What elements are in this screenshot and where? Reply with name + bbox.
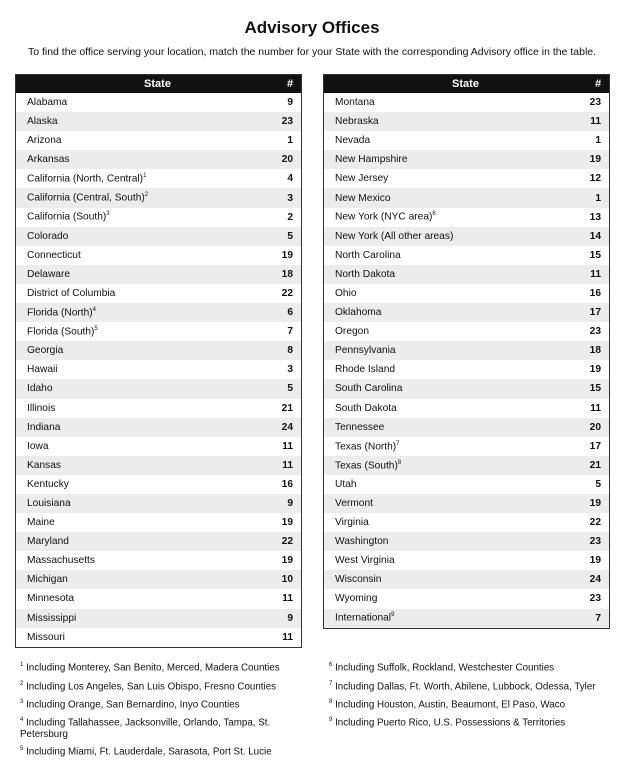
table-row [324, 150, 609, 169]
office-number: 22 [281, 536, 293, 548]
office-number: 11 [282, 631, 293, 643]
state-name [16, 97, 267, 108]
state-name [16, 422, 267, 433]
state-name [324, 97, 575, 108]
table-row [324, 379, 609, 398]
state-name [324, 403, 575, 414]
state-label: Kansas [27, 459, 61, 471]
office-number: 11 [282, 459, 293, 471]
table-row [16, 150, 301, 169]
footnote-number: 4 [20, 717, 24, 723]
state-label: Virginia [335, 517, 369, 529]
state-name [324, 517, 575, 528]
footnote [329, 696, 619, 711]
state-label: New York (NYC area) [335, 211, 433, 223]
footnote-text: Including Suffolk, Rockland, Westchester Counties [332, 662, 555, 674]
table-row [16, 284, 301, 303]
state-name [16, 498, 267, 509]
office-number: 22 [281, 287, 293, 299]
state-name [16, 383, 267, 394]
state-name [324, 460, 575, 471]
table-row [16, 570, 301, 589]
office-number: 5 [595, 478, 601, 490]
table-row [324, 93, 609, 112]
state-label: Mississippi [27, 612, 77, 624]
footnote-marker: 6 [432, 211, 436, 218]
table-row [16, 551, 301, 570]
office-number: 11 [590, 402, 601, 414]
table-row [324, 322, 609, 341]
state-label: Texas (North) [335, 440, 397, 452]
office-number: 21 [281, 402, 293, 414]
state-label: Idaho [27, 383, 53, 395]
footnote-text: Including Monterey, San Benito, Merced, Madera Counties [23, 662, 280, 674]
office-number: 5 [287, 383, 293, 395]
state-label: Massachusetts [27, 555, 95, 567]
state-name [324, 116, 575, 127]
state-label: Arkansas [27, 154, 70, 166]
state-label: New Hampshire [335, 154, 408, 166]
footnote-text: Including Miami, Ft. Lauderdale, Sarasota, Port St. Lucie [23, 746, 272, 758]
state-name [324, 345, 575, 356]
footnote-marker: 7 [396, 440, 400, 447]
office-number: 4 [287, 173, 293, 185]
state-name [16, 154, 267, 165]
state-name [16, 326, 267, 337]
state-name [16, 250, 267, 261]
table-body [324, 93, 609, 628]
state-label: Oregon [335, 326, 369, 338]
office-number: 19 [281, 249, 293, 261]
table-row [324, 227, 609, 246]
table-row [324, 418, 609, 437]
footnote-number: 6 [329, 662, 333, 668]
table-row [16, 341, 301, 360]
page-title: Advisory Offices [244, 18, 380, 37]
table-row [16, 93, 301, 112]
office-number: 3 [287, 192, 293, 204]
table-row [16, 418, 301, 437]
office-number: 22 [589, 517, 601, 529]
office-number: 16 [589, 287, 601, 299]
office-number: 17 [589, 440, 601, 452]
office-number: 1 [287, 135, 293, 147]
state-name [324, 498, 575, 509]
table-row [16, 227, 301, 246]
state-name [324, 250, 575, 261]
state-name [16, 288, 267, 299]
state-name [16, 211, 267, 222]
table-row [324, 551, 609, 570]
footnote-number: 8 [329, 699, 333, 705]
office-number: 1 [595, 192, 601, 204]
footnote-text: Including Tallahassee, Jacksonville, Orlando, Tampa, St. Petersburg [20, 717, 271, 741]
state-label: Hawaii [27, 364, 58, 376]
office-number: 12 [589, 173, 601, 185]
state-label: Indiana [27, 421, 61, 433]
office-number: 3 [287, 364, 293, 376]
table-row [16, 131, 301, 150]
state-label: California (South) [27, 211, 107, 223]
state-label: Arizona [27, 135, 62, 147]
table-row [16, 589, 301, 608]
state-label: Delaware [27, 268, 71, 280]
table-row [324, 188, 609, 207]
table-header [324, 75, 609, 93]
state-label: Florida (South) [27, 326, 95, 338]
office-number: 19 [589, 498, 601, 510]
state-name [324, 288, 575, 299]
table-row [16, 437, 301, 456]
footnote-marker: 5 [94, 325, 98, 332]
table-row [324, 284, 609, 303]
state-name [16, 345, 267, 356]
table-row [16, 399, 301, 418]
state-name [16, 135, 267, 146]
state-label: Texas (South) [335, 460, 398, 472]
state-label: Michigan [27, 574, 68, 586]
state-name [16, 192, 267, 203]
state-column-header: State [144, 78, 171, 90]
table-row [324, 360, 609, 379]
table-row [324, 399, 609, 418]
state-label: New York (All other areas) [335, 230, 454, 242]
number-column-header: # [286, 78, 294, 90]
state-label: North Carolina [335, 249, 401, 261]
number-column-header: # [594, 78, 602, 90]
state-label: Washington [335, 536, 389, 548]
table-row [324, 303, 609, 322]
table-row [16, 265, 301, 284]
footnote [20, 678, 310, 693]
state-name [324, 536, 575, 547]
footnote-marker: 9 [391, 612, 395, 619]
state-column-header: State [452, 78, 479, 90]
table-row [16, 379, 301, 398]
state-label: Missouri [27, 631, 65, 643]
table-row [324, 513, 609, 532]
table-row [16, 628, 301, 647]
state-name [16, 231, 267, 242]
footnote-marker: 2 [144, 192, 149, 199]
state-label: South Carolina [335, 383, 403, 395]
state-label: Illinois [27, 402, 56, 414]
office-number: 21 [589, 459, 601, 471]
footnote [20, 743, 310, 758]
table-row [324, 131, 609, 150]
state-label: Nevada [335, 135, 371, 147]
footnote-number: 5 [20, 746, 24, 752]
state-label: Kentucky [27, 478, 69, 490]
state-name [324, 154, 575, 165]
table-row [324, 456, 609, 475]
office-number: 24 [281, 421, 293, 433]
office-number: 17 [589, 307, 601, 319]
table-row [16, 609, 301, 628]
state-name [16, 269, 267, 280]
state-label: Alaska [27, 116, 58, 128]
state-name [324, 383, 575, 394]
state-label: New Mexico [335, 192, 391, 204]
footnote-number: 2 [20, 681, 24, 687]
state-label: Wisconsin [335, 574, 382, 586]
office-number: 9 [287, 498, 293, 510]
state-name [324, 135, 575, 146]
state-name [16, 574, 267, 585]
office-number: 8 [287, 345, 293, 357]
footnote-number: 1 [20, 662, 24, 668]
state-label: South Dakota [335, 402, 397, 414]
state-name [324, 211, 575, 222]
state-name [324, 479, 575, 490]
state-name [324, 422, 575, 433]
state-label: Florida (North) [27, 307, 93, 319]
office-number: 23 [281, 116, 293, 128]
state-label: District of Columbia [27, 287, 116, 299]
office-number: 20 [281, 154, 293, 166]
state-label: Wyoming [335, 593, 378, 605]
state-label: Colorado [27, 230, 69, 242]
state-name [16, 632, 267, 643]
footnote-number: 7 [329, 681, 333, 687]
office-number: 6 [287, 307, 293, 319]
table-row [324, 437, 609, 456]
table-row [324, 532, 609, 551]
state-table-right [323, 74, 610, 629]
state-name [324, 574, 575, 585]
state-label: Alabama [27, 97, 68, 109]
state-label: Georgia [27, 345, 64, 357]
table-row [16, 303, 301, 322]
office-number: 9 [287, 612, 293, 624]
state-table-left [15, 74, 302, 648]
state-label: Tennessee [335, 421, 385, 433]
state-name [324, 231, 575, 242]
table-row [324, 475, 609, 494]
office-number: 14 [589, 230, 601, 242]
table-row [324, 341, 609, 360]
table-row [16, 208, 301, 227]
office-number: 16 [281, 478, 293, 490]
state-label: Iowa [27, 440, 49, 452]
state-name [16, 613, 267, 624]
footnote-marker: 8 [397, 459, 402, 466]
office-number: 11 [590, 116, 601, 128]
office-number: 19 [589, 555, 601, 567]
footnote-marker: 3 [106, 211, 110, 218]
table-row [324, 112, 609, 131]
state-name [16, 403, 267, 414]
footnote-text: Including Puerto Rico, U.S. Possessions & Territories [332, 717, 566, 729]
state-label: Nebraska [335, 116, 379, 128]
state-name [16, 307, 267, 318]
table-row [16, 169, 301, 188]
state-name [16, 479, 267, 490]
office-number: 19 [281, 555, 293, 567]
office-number: 7 [595, 612, 601, 624]
table-body [16, 93, 301, 647]
state-name [324, 555, 575, 566]
state-name [16, 441, 267, 452]
table-row [324, 265, 609, 284]
table-row [16, 112, 301, 131]
state-name [16, 536, 267, 547]
state-label: Montana [335, 97, 375, 109]
state-name [324, 593, 575, 604]
state-name [16, 173, 267, 184]
table-row [16, 188, 301, 207]
table-row [16, 475, 301, 494]
footnote-marker: 1 [143, 173, 147, 180]
office-number: 20 [589, 421, 601, 433]
state-label: Maine [27, 517, 55, 529]
footnote-number: 9 [329, 717, 333, 723]
footnote [20, 714, 310, 741]
office-number: 2 [287, 211, 293, 223]
state-label: Utah [335, 478, 357, 490]
state-name [16, 116, 267, 127]
office-number: 15 [589, 383, 601, 395]
state-name [16, 460, 267, 471]
table-row [324, 208, 609, 227]
office-number: 9 [287, 97, 293, 109]
state-label: Maryland [27, 536, 69, 548]
office-number: 10 [281, 574, 293, 586]
table-row [16, 532, 301, 551]
footnote [20, 696, 310, 711]
table-row [16, 456, 301, 475]
state-name [324, 612, 575, 623]
table-row [16, 246, 301, 265]
office-number: 23 [589, 593, 601, 605]
office-number: 19 [281, 517, 293, 529]
state-label: California (North, Central) [27, 173, 144, 185]
office-number: 11 [590, 268, 601, 280]
state-label: New Jersey [335, 173, 389, 185]
footnote-text: Including Los Angeles, San Luis Obispo, Fresno Counties [23, 681, 277, 693]
table-row [324, 169, 609, 188]
table-row [324, 246, 609, 265]
footnote [329, 678, 619, 693]
table-row [324, 589, 609, 608]
office-number: 18 [281, 268, 293, 280]
state-label: California (Central, South) [27, 192, 145, 204]
footnote-text: Including Houston, Austin, Beaumont, El Paso, Waco [332, 699, 566, 711]
table-row [16, 513, 301, 532]
office-number: 23 [589, 326, 601, 338]
state-name [16, 593, 267, 604]
office-number: 11 [282, 593, 293, 605]
office-number: 5 [287, 230, 293, 242]
state-label: Rhode Island [335, 364, 396, 376]
table-row [16, 494, 301, 513]
state-label: Connecticut [27, 249, 81, 261]
state-name [324, 364, 575, 375]
office-number: 11 [282, 440, 293, 452]
state-label: International [335, 612, 392, 624]
state-name [324, 193, 575, 204]
state-name [324, 441, 575, 452]
office-number: 24 [589, 574, 601, 586]
footnote [329, 659, 619, 674]
state-label: Ohio [335, 287, 357, 299]
footnote-number: 3 [20, 699, 24, 705]
office-number: 7 [287, 326, 293, 338]
table-row [16, 322, 301, 341]
state-label: West Virginia [335, 555, 395, 567]
page-subtitle: To find the office serving your location, match the number for your State with the corresponding Advisory office in the table. [27, 46, 597, 58]
state-label: Pennsylvania [335, 345, 396, 357]
state-name [16, 555, 267, 566]
state-name [324, 307, 575, 318]
footnote-marker: 4 [92, 306, 97, 313]
state-label: Minnesota [27, 593, 75, 605]
footnote [20, 659, 310, 674]
office-number: 18 [589, 345, 601, 357]
state-label: Oklahoma [335, 307, 382, 319]
table-row [16, 360, 301, 379]
state-name [16, 364, 267, 375]
footnote-text: Including Orange, San Bernardino, Inyo Counties [23, 699, 240, 711]
state-label: Vermont [335, 498, 373, 510]
state-name [324, 269, 575, 280]
office-number: 19 [589, 364, 601, 376]
footnote [329, 714, 619, 729]
state-name [16, 517, 267, 528]
office-number: 23 [589, 536, 601, 548]
state-name [324, 326, 575, 337]
office-number: 19 [589, 154, 601, 166]
footnote-text: Including Dallas, Ft. Worth, Abilene, Lubbock, Odessa, Tyler [332, 681, 596, 693]
table-row [324, 494, 609, 513]
office-number: 23 [589, 97, 601, 109]
table-row [324, 570, 609, 589]
table-row [324, 609, 609, 628]
office-number: 1 [595, 135, 601, 147]
table-header [16, 75, 301, 93]
office-number: 13 [589, 211, 601, 223]
state-label: North Dakota [335, 268, 396, 280]
state-name [324, 173, 575, 184]
office-number: 15 [589, 249, 601, 261]
state-label: Louisiana [27, 498, 71, 510]
